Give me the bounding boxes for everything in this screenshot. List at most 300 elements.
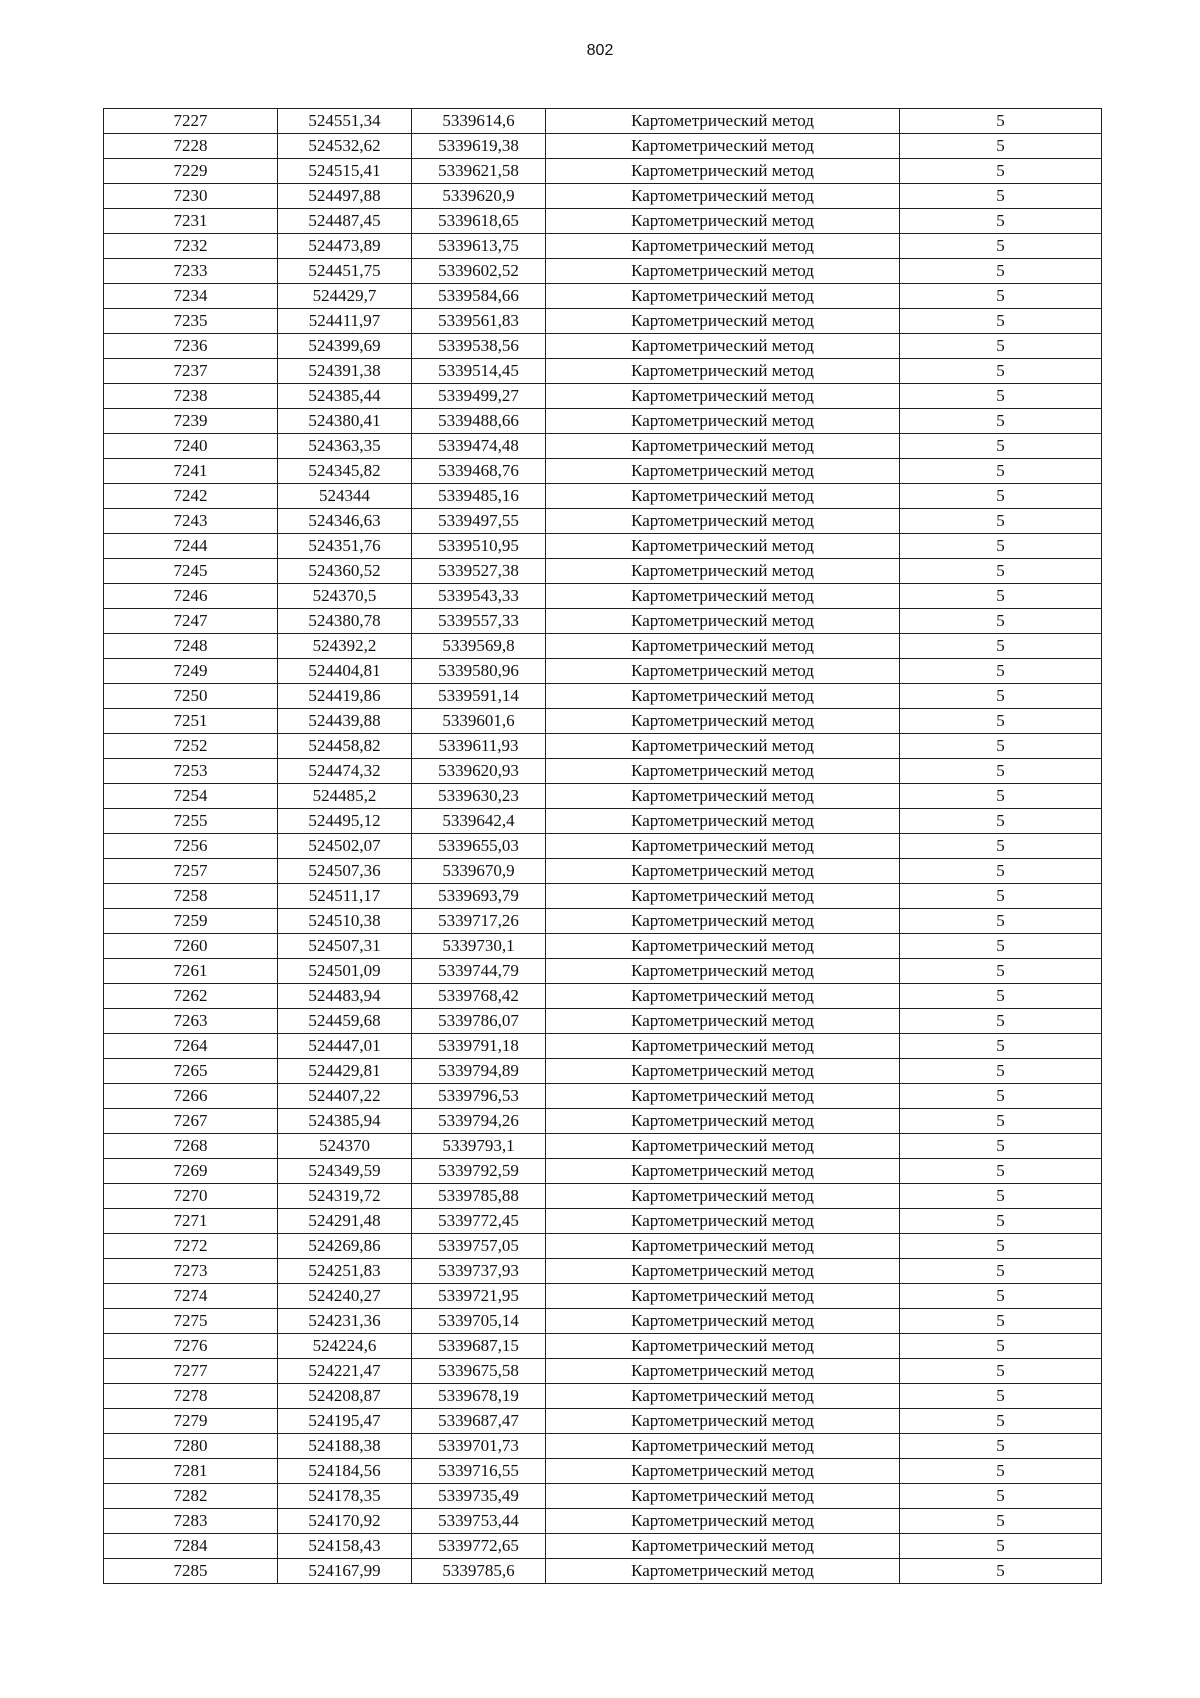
point-number-cell: 7279 <box>104 1409 278 1434</box>
x-coordinate-cell: 524459,68 <box>278 1009 412 1034</box>
x-coordinate-cell: 524419,86 <box>278 684 412 709</box>
x-coordinate-cell: 524170,92 <box>278 1509 412 1534</box>
point-number-cell: 7271 <box>104 1209 278 1234</box>
x-coordinate-cell: 524360,52 <box>278 559 412 584</box>
point-number-cell: 7252 <box>104 734 278 759</box>
point-number-cell: 7278 <box>104 1384 278 1409</box>
x-coordinate-cell: 524380,41 <box>278 409 412 434</box>
point-number-cell: 7283 <box>104 1509 278 1534</box>
table-row <box>104 359 1102 384</box>
point-number-cell: 7257 <box>104 859 278 884</box>
table-row <box>104 1009 1102 1034</box>
point-number-cell: 7269 <box>104 1159 278 1184</box>
method-cell: Картометрический метод <box>546 734 900 759</box>
y-coordinate-cell: 5339791,18 <box>412 1034 546 1059</box>
table-row <box>104 584 1102 609</box>
accuracy-cell: 5 <box>900 1259 1102 1284</box>
x-coordinate-cell: 524370,5 <box>278 584 412 609</box>
accuracy-cell: 5 <box>900 1009 1102 1034</box>
y-coordinate-cell: 5339468,76 <box>412 459 546 484</box>
point-number-cell: 7238 <box>104 384 278 409</box>
table-row <box>104 1459 1102 1484</box>
table-row <box>104 159 1102 184</box>
y-coordinate-cell: 5339735,49 <box>412 1484 546 1509</box>
point-number-cell: 7247 <box>104 609 278 634</box>
x-coordinate-cell: 524349,59 <box>278 1159 412 1184</box>
accuracy-cell: 5 <box>900 1334 1102 1359</box>
method-cell: Картометрический метод <box>546 1159 900 1184</box>
x-coordinate-cell: 524502,07 <box>278 834 412 859</box>
accuracy-cell: 5 <box>900 734 1102 759</box>
point-number-cell: 7232 <box>104 234 278 259</box>
accuracy-cell: 5 <box>900 109 1102 134</box>
x-coordinate-cell: 524291,48 <box>278 1209 412 1234</box>
method-cell: Картометрический метод <box>546 209 900 234</box>
y-coordinate-cell: 5339620,9 <box>412 184 546 209</box>
x-coordinate-cell: 524224,6 <box>278 1334 412 1359</box>
table-row <box>104 709 1102 734</box>
table-row <box>104 1109 1102 1134</box>
table-row <box>104 484 1102 509</box>
y-coordinate-cell: 5339630,23 <box>412 784 546 809</box>
table-row <box>104 1034 1102 1059</box>
accuracy-cell: 5 <box>900 1534 1102 1559</box>
page-number: 802 <box>586 42 614 59</box>
x-coordinate-cell: 524507,36 <box>278 859 412 884</box>
x-coordinate-cell: 524385,94 <box>278 1109 412 1134</box>
table-row <box>104 1234 1102 1259</box>
table-row <box>104 334 1102 359</box>
accuracy-cell: 5 <box>900 484 1102 509</box>
table-row <box>104 1084 1102 1109</box>
table-row <box>104 834 1102 859</box>
accuracy-cell: 5 <box>900 409 1102 434</box>
method-cell: Картометрический метод <box>546 959 900 984</box>
point-number-cell: 7265 <box>104 1059 278 1084</box>
y-coordinate-cell: 5339527,38 <box>412 559 546 584</box>
x-coordinate-cell: 524404,81 <box>278 659 412 684</box>
y-coordinate-cell: 5339785,88 <box>412 1184 546 1209</box>
x-coordinate-cell: 524319,72 <box>278 1184 412 1209</box>
accuracy-cell: 5 <box>900 809 1102 834</box>
point-number-cell: 7256 <box>104 834 278 859</box>
y-coordinate-cell: 5339561,83 <box>412 309 546 334</box>
y-coordinate-cell: 5339613,75 <box>412 234 546 259</box>
point-number-cell: 7235 <box>104 309 278 334</box>
table-row <box>104 609 1102 634</box>
point-number-cell: 7227 <box>104 109 278 134</box>
method-cell: Картометрический метод <box>546 1384 900 1409</box>
x-coordinate-cell: 524370 <box>278 1134 412 1159</box>
table-row <box>104 1134 1102 1159</box>
accuracy-cell: 5 <box>900 459 1102 484</box>
point-number-cell: 7263 <box>104 1009 278 1034</box>
y-coordinate-cell: 5339705,14 <box>412 1309 546 1334</box>
point-number-cell: 7277 <box>104 1359 278 1384</box>
x-coordinate-cell: 524231,36 <box>278 1309 412 1334</box>
table-row <box>104 109 1102 134</box>
y-coordinate-cell: 5339485,16 <box>412 484 546 509</box>
table-row <box>104 234 1102 259</box>
table-row <box>104 859 1102 884</box>
accuracy-cell: 5 <box>900 1184 1102 1209</box>
point-number-cell: 7274 <box>104 1284 278 1309</box>
method-cell: Картометрический метод <box>546 409 900 434</box>
method-cell: Картометрический метод <box>546 1184 900 1209</box>
x-coordinate-cell: 524380,78 <box>278 609 412 634</box>
y-coordinate-cell: 5339793,1 <box>412 1134 546 1159</box>
x-coordinate-cell: 524221,47 <box>278 1359 412 1384</box>
method-cell: Картометрический метод <box>546 159 900 184</box>
method-cell: Картометрический метод <box>546 334 900 359</box>
table-row <box>104 459 1102 484</box>
accuracy-cell: 5 <box>900 834 1102 859</box>
point-number-cell: 7273 <box>104 1259 278 1284</box>
accuracy-cell: 5 <box>900 959 1102 984</box>
y-coordinate-cell: 5339474,48 <box>412 434 546 459</box>
point-number-cell: 7253 <box>104 759 278 784</box>
method-cell: Картометрический метод <box>546 1484 900 1509</box>
point-number-cell: 7285 <box>104 1559 278 1584</box>
accuracy-cell: 5 <box>900 684 1102 709</box>
x-coordinate-cell: 524407,22 <box>278 1084 412 1109</box>
point-number-cell: 7260 <box>104 934 278 959</box>
y-coordinate-cell: 5339670,9 <box>412 859 546 884</box>
accuracy-cell: 5 <box>900 759 1102 784</box>
point-number-cell: 7240 <box>104 434 278 459</box>
accuracy-cell: 5 <box>900 1059 1102 1084</box>
table-row <box>104 909 1102 934</box>
accuracy-cell: 5 <box>900 1409 1102 1434</box>
y-coordinate-cell: 5339655,03 <box>412 834 546 859</box>
table-row <box>104 1284 1102 1309</box>
y-coordinate-cell: 5339737,93 <box>412 1259 546 1284</box>
method-cell: Картометрический метод <box>546 384 900 409</box>
y-coordinate-cell: 5339675,58 <box>412 1359 546 1384</box>
y-coordinate-cell: 5339580,96 <box>412 659 546 684</box>
x-coordinate-cell: 524346,63 <box>278 509 412 534</box>
y-coordinate-cell: 5339757,05 <box>412 1234 546 1259</box>
accuracy-cell: 5 <box>900 659 1102 684</box>
method-cell: Картометрический метод <box>546 1209 900 1234</box>
accuracy-cell: 5 <box>900 909 1102 934</box>
table-row <box>104 659 1102 684</box>
table-row <box>104 884 1102 909</box>
point-number-cell: 7249 <box>104 659 278 684</box>
y-coordinate-cell: 5339488,66 <box>412 409 546 434</box>
accuracy-cell: 5 <box>900 1384 1102 1409</box>
method-cell: Картометрический метод <box>546 559 900 584</box>
point-number-cell: 7231 <box>104 209 278 234</box>
method-cell: Картометрический метод <box>546 759 900 784</box>
table-row <box>104 959 1102 984</box>
y-coordinate-cell: 5339768,42 <box>412 984 546 1009</box>
y-coordinate-cell: 5339499,27 <box>412 384 546 409</box>
x-coordinate-cell: 524167,99 <box>278 1559 412 1584</box>
method-cell: Картометрический метод <box>546 584 900 609</box>
accuracy-cell: 5 <box>900 1309 1102 1334</box>
y-coordinate-cell: 5339618,65 <box>412 209 546 234</box>
table-row <box>104 1409 1102 1434</box>
table-row <box>104 384 1102 409</box>
x-coordinate-cell: 524501,09 <box>278 959 412 984</box>
method-cell: Картометрический метод <box>546 284 900 309</box>
accuracy-cell: 5 <box>900 1234 1102 1259</box>
y-coordinate-cell: 5339772,65 <box>412 1534 546 1559</box>
x-coordinate-cell: 524351,76 <box>278 534 412 559</box>
y-coordinate-cell: 5339621,58 <box>412 159 546 184</box>
point-number-cell: 7255 <box>104 809 278 834</box>
accuracy-cell: 5 <box>900 1209 1102 1234</box>
table-row <box>104 259 1102 284</box>
accuracy-cell: 5 <box>900 259 1102 284</box>
accuracy-cell: 5 <box>900 584 1102 609</box>
y-coordinate-cell: 5339557,33 <box>412 609 546 634</box>
table-row <box>104 134 1102 159</box>
point-number-cell: 7280 <box>104 1434 278 1459</box>
x-coordinate-cell: 524411,97 <box>278 309 412 334</box>
accuracy-cell: 5 <box>900 1159 1102 1184</box>
accuracy-cell: 5 <box>900 334 1102 359</box>
x-coordinate-cell: 524458,82 <box>278 734 412 759</box>
x-coordinate-cell: 524485,2 <box>278 784 412 809</box>
x-coordinate-cell: 524474,32 <box>278 759 412 784</box>
y-coordinate-cell: 5339601,6 <box>412 709 546 734</box>
accuracy-cell: 5 <box>900 234 1102 259</box>
accuracy-cell: 5 <box>900 134 1102 159</box>
method-cell: Картометрический метод <box>546 634 900 659</box>
table-row <box>104 1559 1102 1584</box>
method-cell: Картометрический метод <box>546 909 900 934</box>
y-coordinate-cell: 5339744,79 <box>412 959 546 984</box>
accuracy-cell: 5 <box>900 1034 1102 1059</box>
method-cell: Картометрический метод <box>546 809 900 834</box>
y-coordinate-cell: 5339792,59 <box>412 1159 546 1184</box>
x-coordinate-cell: 524515,41 <box>278 159 412 184</box>
table-row <box>104 1184 1102 1209</box>
point-number-cell: 7234 <box>104 284 278 309</box>
method-cell: Картометрический метод <box>546 1509 900 1534</box>
table-row <box>104 1434 1102 1459</box>
coordinates-table-body <box>104 109 1102 1584</box>
method-cell: Картометрический метод <box>546 1109 900 1134</box>
y-coordinate-cell: 5339772,45 <box>412 1209 546 1234</box>
x-coordinate-cell: 524184,56 <box>278 1459 412 1484</box>
accuracy-cell: 5 <box>900 784 1102 809</box>
accuracy-cell: 5 <box>900 434 1102 459</box>
accuracy-cell: 5 <box>900 859 1102 884</box>
point-number-cell: 7262 <box>104 984 278 1009</box>
y-coordinate-cell: 5339497,55 <box>412 509 546 534</box>
table-row <box>104 1384 1102 1409</box>
method-cell: Картометрический метод <box>546 834 900 859</box>
table-row <box>104 434 1102 459</box>
y-coordinate-cell: 5339730,1 <box>412 934 546 959</box>
accuracy-cell: 5 <box>900 184 1102 209</box>
method-cell: Картометрический метод <box>546 609 900 634</box>
x-coordinate-cell: 524363,35 <box>278 434 412 459</box>
table-row <box>104 1534 1102 1559</box>
method-cell: Картометрический метод <box>546 234 900 259</box>
x-coordinate-cell: 524429,7 <box>278 284 412 309</box>
method-cell: Картометрический метод <box>546 1459 900 1484</box>
table-row <box>104 209 1102 234</box>
x-coordinate-cell: 524188,38 <box>278 1434 412 1459</box>
method-cell: Картометрический метод <box>546 309 900 334</box>
method-cell: Картометрический метод <box>546 1559 900 1584</box>
method-cell: Картометрический метод <box>546 1059 900 1084</box>
table-row <box>104 634 1102 659</box>
point-number-cell: 7268 <box>104 1134 278 1159</box>
point-number-cell: 7276 <box>104 1334 278 1359</box>
method-cell: Картометрический метод <box>546 684 900 709</box>
accuracy-cell: 5 <box>900 1134 1102 1159</box>
y-coordinate-cell: 5339785,6 <box>412 1559 546 1584</box>
point-number-cell: 7264 <box>104 1034 278 1059</box>
x-coordinate-cell: 524532,62 <box>278 134 412 159</box>
method-cell: Картометрический метод <box>546 1309 900 1334</box>
point-number-cell: 7251 <box>104 709 278 734</box>
x-coordinate-cell: 524385,44 <box>278 384 412 409</box>
y-coordinate-cell: 5339687,15 <box>412 1334 546 1359</box>
method-cell: Картометрический метод <box>546 1134 900 1159</box>
point-number-cell: 7242 <box>104 484 278 509</box>
method-cell: Картометрический метод <box>546 459 900 484</box>
point-number-cell: 7266 <box>104 1084 278 1109</box>
accuracy-cell: 5 <box>900 1459 1102 1484</box>
y-coordinate-cell: 5339687,47 <box>412 1409 546 1434</box>
accuracy-cell: 5 <box>900 559 1102 584</box>
x-coordinate-cell: 524399,69 <box>278 334 412 359</box>
table-row <box>104 1334 1102 1359</box>
accuracy-cell: 5 <box>900 884 1102 909</box>
x-coordinate-cell: 524510,38 <box>278 909 412 934</box>
accuracy-cell: 5 <box>900 634 1102 659</box>
method-cell: Картометрический метод <box>546 1234 900 1259</box>
y-coordinate-cell: 5339602,52 <box>412 259 546 284</box>
table-row <box>104 759 1102 784</box>
method-cell: Картометрический метод <box>546 484 900 509</box>
accuracy-cell: 5 <box>900 159 1102 184</box>
x-coordinate-cell: 524447,01 <box>278 1034 412 1059</box>
point-number-cell: 7261 <box>104 959 278 984</box>
x-coordinate-cell: 524551,34 <box>278 109 412 134</box>
coordinates-table <box>103 108 1102 1584</box>
point-number-cell: 7228 <box>104 134 278 159</box>
x-coordinate-cell: 524487,45 <box>278 209 412 234</box>
method-cell: Картометрический метод <box>546 884 900 909</box>
accuracy-cell: 5 <box>900 1509 1102 1534</box>
accuracy-cell: 5 <box>900 209 1102 234</box>
method-cell: Картометрический метод <box>546 534 900 559</box>
y-coordinate-cell: 5339693,79 <box>412 884 546 909</box>
accuracy-cell: 5 <box>900 384 1102 409</box>
y-coordinate-cell: 5339642,4 <box>412 809 546 834</box>
method-cell: Картометрический метод <box>546 1084 900 1109</box>
point-number-cell: 7259 <box>104 909 278 934</box>
point-number-cell: 7250 <box>104 684 278 709</box>
method-cell: Картометрический метод <box>546 859 900 884</box>
point-number-cell: 7272 <box>104 1234 278 1259</box>
x-coordinate-cell: 524497,88 <box>278 184 412 209</box>
x-coordinate-cell: 524507,31 <box>278 934 412 959</box>
point-number-cell: 7270 <box>104 1184 278 1209</box>
x-coordinate-cell: 524429,81 <box>278 1059 412 1084</box>
method-cell: Картометрический метод <box>546 434 900 459</box>
y-coordinate-cell: 5339619,38 <box>412 134 546 159</box>
method-cell: Картометрический метод <box>546 1034 900 1059</box>
point-number-cell: 7245 <box>104 559 278 584</box>
method-cell: Картометрический метод <box>546 709 900 734</box>
x-coordinate-cell: 524439,88 <box>278 709 412 734</box>
point-number-cell: 7244 <box>104 534 278 559</box>
method-cell: Картометрический метод <box>546 1009 900 1034</box>
x-coordinate-cell: 524391,38 <box>278 359 412 384</box>
accuracy-cell: 5 <box>900 1484 1102 1509</box>
table-row <box>104 784 1102 809</box>
x-coordinate-cell: 524158,43 <box>278 1534 412 1559</box>
table-row <box>104 409 1102 434</box>
table-row <box>104 934 1102 959</box>
point-number-cell: 7246 <box>104 584 278 609</box>
accuracy-cell: 5 <box>900 709 1102 734</box>
method-cell: Картометрический метод <box>546 1259 900 1284</box>
accuracy-cell: 5 <box>900 284 1102 309</box>
point-number-cell: 7233 <box>104 259 278 284</box>
method-cell: Картометрический метод <box>546 1534 900 1559</box>
table-row <box>104 984 1102 1009</box>
point-number-cell: 7282 <box>104 1484 278 1509</box>
y-coordinate-cell: 5339543,33 <box>412 584 546 609</box>
y-coordinate-cell: 5339538,56 <box>412 334 546 359</box>
table-row <box>104 1359 1102 1384</box>
point-number-cell: 7230 <box>104 184 278 209</box>
x-coordinate-cell: 524269,86 <box>278 1234 412 1259</box>
accuracy-cell: 5 <box>900 934 1102 959</box>
point-number-cell: 7229 <box>104 159 278 184</box>
method-cell: Картометрический метод <box>546 1334 900 1359</box>
table-row <box>104 684 1102 709</box>
table-row <box>104 1509 1102 1534</box>
table-row <box>104 184 1102 209</box>
y-coordinate-cell: 5339620,93 <box>412 759 546 784</box>
method-cell: Картометрический метод <box>546 1359 900 1384</box>
y-coordinate-cell: 5339584,66 <box>412 284 546 309</box>
table-row <box>104 1159 1102 1184</box>
point-number-cell: 7239 <box>104 409 278 434</box>
point-number-cell: 7281 <box>104 1459 278 1484</box>
y-coordinate-cell: 5339721,95 <box>412 1284 546 1309</box>
table-row <box>104 1209 1102 1234</box>
table-row <box>104 309 1102 334</box>
accuracy-cell: 5 <box>900 984 1102 1009</box>
x-coordinate-cell: 524495,12 <box>278 809 412 834</box>
y-coordinate-cell: 5339753,44 <box>412 1509 546 1534</box>
table-row <box>104 1059 1102 1084</box>
y-coordinate-cell: 5339569,8 <box>412 634 546 659</box>
point-number-cell: 7284 <box>104 1534 278 1559</box>
y-coordinate-cell: 5339701,73 <box>412 1434 546 1459</box>
y-coordinate-cell: 5339794,89 <box>412 1059 546 1084</box>
y-coordinate-cell: 5339614,6 <box>412 109 546 134</box>
point-number-cell: 7236 <box>104 334 278 359</box>
point-number-cell: 7275 <box>104 1309 278 1334</box>
accuracy-cell: 5 <box>900 1109 1102 1134</box>
table-row <box>104 809 1102 834</box>
y-coordinate-cell: 5339716,55 <box>412 1459 546 1484</box>
point-number-cell: 7248 <box>104 634 278 659</box>
table-row <box>104 509 1102 534</box>
